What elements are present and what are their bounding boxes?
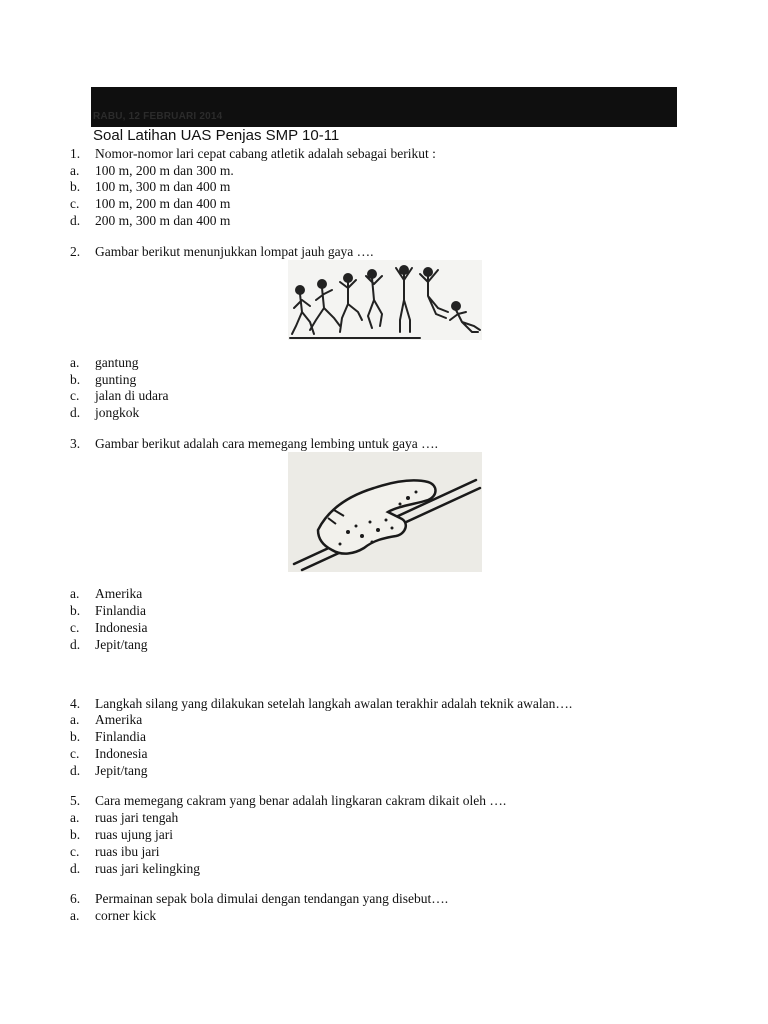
javelin-grip-figure-image — [288, 452, 482, 572]
option-letter: b. — [70, 603, 81, 618]
option-letter: a. — [70, 586, 80, 601]
option-letter: a. — [70, 908, 80, 923]
option-text: jalan di udara — [95, 388, 169, 403]
option-letter: a. — [70, 163, 80, 178]
option-letter: a. — [70, 810, 80, 825]
long-jump-sequence-drawing — [288, 260, 482, 340]
option-letter: c. — [70, 620, 80, 635]
option-letter: d. — [70, 213, 81, 228]
question-number: 3. — [70, 436, 81, 451]
question-text: Gambar berikut menunjukkan lompat jauh gaya …. — [95, 244, 374, 259]
option-text: Indonesia — [95, 746, 148, 761]
question-number: 4. — [70, 696, 81, 711]
option-text: gunting — [95, 372, 137, 387]
option-letter: a. — [70, 712, 80, 727]
option-text: jongkok — [95, 405, 140, 420]
option-letter: d. — [70, 861, 81, 876]
option-text: Jepit/tang — [95, 637, 148, 652]
option-text: 100 m, 200 m dan 400 m — [95, 196, 231, 211]
option-text: 100 m, 200 m dan 300 m. — [95, 163, 234, 178]
question-text: Gambar berikut adalah cara memegang lembing untuk gaya …. — [95, 436, 438, 451]
long-jump-figure-image — [288, 260, 482, 340]
option-letter: b. — [70, 179, 81, 194]
post-date: RABU, 12 FEBRUARI 2014 — [93, 111, 223, 122]
option-text: Amerika — [95, 586, 143, 601]
option-letter: c. — [70, 388, 80, 403]
option-text: ruas jari tengah — [95, 810, 179, 825]
option-text: gantung — [95, 355, 139, 370]
question-number: 2. — [70, 244, 81, 259]
option-letter: b. — [70, 827, 81, 842]
option-text: ruas ujung jari — [95, 827, 173, 842]
option-text: Jepit/tang — [95, 763, 148, 778]
option-letter: d. — [70, 763, 81, 778]
option-text: corner kick — [95, 908, 157, 923]
question-number: 6. — [70, 891, 81, 906]
option-text: Finlandia — [95, 729, 146, 744]
question-number: 1. — [70, 146, 81, 161]
option-text: ruas jari kelingking — [95, 861, 200, 876]
option-letter: c. — [70, 844, 80, 859]
blog-header-bar — [91, 87, 677, 127]
option-letter: d. — [70, 637, 81, 652]
question-text: Permainan sepak bola dimulai dengan tendangan yang disebut…. — [95, 891, 449, 906]
option-text: ruas ibu jari — [95, 844, 160, 859]
question-text: Langkah silang yang dilakukan setelah langkah awalan terakhir adalah teknik awalan…. — [95, 696, 573, 711]
option-text: 100 m, 300 m dan 400 m — [95, 179, 231, 194]
option-text: Indonesia — [95, 620, 148, 635]
question-text: Nomor-nomor lari cepat cabang atletik adalah sebagai berikut : — [95, 146, 436, 161]
javelin-grip-drawing — [288, 452, 482, 572]
option-text: Finlandia — [95, 603, 146, 618]
option-letter: d. — [70, 405, 81, 420]
option-letter: b. — [70, 729, 81, 744]
option-text: Amerika — [95, 712, 143, 727]
question-text: Cara memegang cakram yang benar adalah lingkaran cakram dikait oleh …. — [95, 793, 507, 808]
option-letter: a. — [70, 355, 80, 370]
option-letter: b. — [70, 372, 81, 387]
post-title[interactable]: Soal Latihan UAS Penjas SMP 10-11 — [93, 127, 340, 144]
question-number: 5. — [70, 793, 81, 808]
option-text: 200 m, 300 m dan 400 m — [95, 213, 231, 228]
option-letter: c. — [70, 196, 80, 211]
option-letter: c. — [70, 746, 80, 761]
